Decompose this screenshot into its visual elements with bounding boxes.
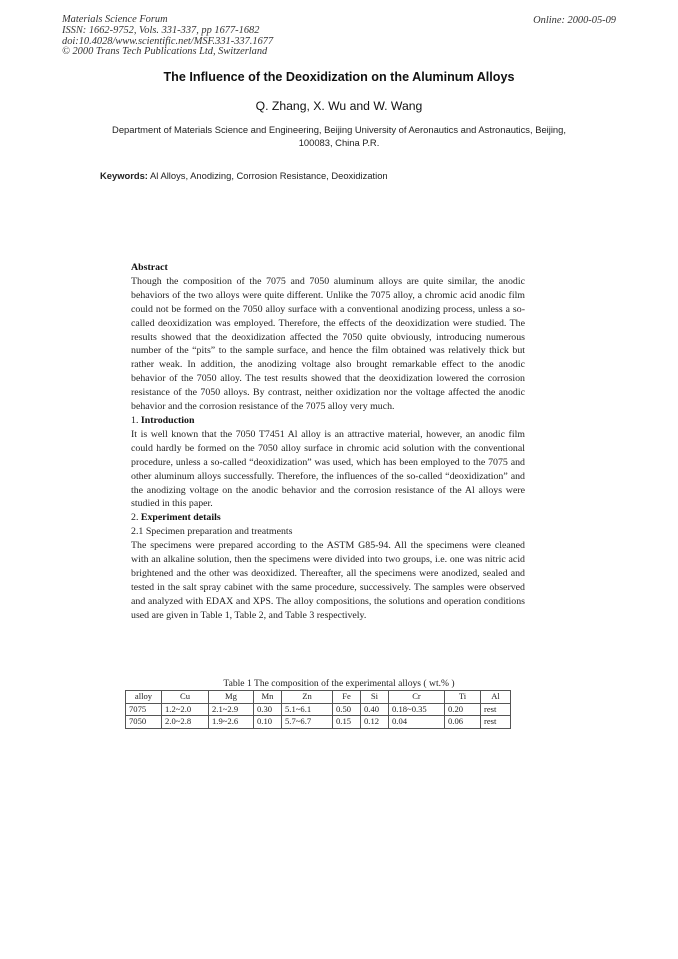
paper-body [131, 261, 525, 623]
section-number: 1. [131, 414, 141, 426]
table-cell: 2.1~2.9 [209, 703, 254, 716]
column-header: Cu [162, 691, 209, 704]
experiment-text: The specimens were prepared according to the ASTM G85-94. All the specimens were cleaned with an alkaline solution, then the specimens were divided into two groups, i.e. one was nitric acid brightened and the other was deoxidized. Thereafter, all the specimens were anodized, sealed and tested in the salt spray cabinet with the same procedure, successively. The samples were observed and analyzed with EDAX and XPS. The alloy compositions, the solutions and operation conditions used are given in Table 1, Table 2, and Table 3 respectively. [131, 540, 525, 621]
table-row [126, 716, 511, 729]
table-cell: 0.20 [445, 703, 481, 716]
issn-line: ISSN: 1662-9752, Vols. 331-337, pp 1677-1682 [62, 24, 260, 36]
table-caption: Table 1 The composition of the experimental alloys ( wt.% ) [223, 678, 455, 689]
column-header: Si [361, 691, 389, 704]
online-date: Online: 2000-05-09 [533, 15, 616, 26]
table-cell: 0.06 [445, 716, 481, 729]
section-title: Introduction [140, 414, 195, 426]
section-heading-experiment [131, 511, 525, 525]
abstract-text: Though the composition of the 7075 and 7050 aluminum alloys are quite similar, the anodic behaviors of the two alloys were quite different. Unlike the 7075 alloy, a chromic acid anodic film could not be formed on the 7050 alloy surface with a conventional anodizing process, unless a so-called deoxidization was employed. Therefore, the effects of the deoxidization were studied. The results showed that the deoxidization affected the 7050 quite obviously, introducing numerous number of the “pits” to the sample surface, and hence the film obtained was relatively thick but rather weak. In addition, the anodizing voltage also brought remarkable effect to the anodic behavior of the 7050 alloy. The test results showed that the deoxidization lowered the corrosion resistance of the 7050 alloys. By contrast, neither oxidization nor the voltage affected the anodic behavior and the corrosion resistance of the 7075 alloy very much. [131, 275, 525, 413]
table-cell: 0.12 [361, 716, 389, 729]
journal-header [62, 15, 273, 58]
table-cell: 7075 [126, 703, 162, 716]
keywords-text: Al Alloys, Anodizing, Corrosion Resistance, Deoxidization [147, 170, 388, 181]
column-header: alloy [126, 691, 162, 704]
affiliation: Department of Materials Science and Engineering, Beijing University of Aeronautics and Astronautics, Beijing, 100083, China P.R. [112, 124, 566, 148]
table-cell: 0.10 [254, 716, 282, 729]
journal-name: Materials Science Forum [62, 14, 168, 25]
doi-line: doi:10.4028/www.scientific.net/MSF.331-337.1677 [62, 35, 274, 47]
table-cell: 0.30 [254, 703, 282, 716]
table-cell: 5.7~6.7 [282, 716, 333, 729]
column-header: Cr [389, 691, 445, 704]
section-number: 2. [131, 512, 141, 524]
table-cell: 0.50 [333, 703, 361, 716]
column-header: Mg [209, 691, 254, 704]
author-list: Q. Zhang, X. Wu and W. Wang [255, 99, 423, 113]
table-cell: 0.15 [333, 716, 361, 729]
introduction-text: It is well known that the 7050 T7451 Al alloy is an attractive material, however, an anodic film could hardly be formed on the 7050 alloy surface in chromic acid solution with the conventional procedure, unless a so-called “deoxidization” was used, which has been employed to the 7075 and other aluminum alloys successfully. Therefore, the influences of the so-called “deoxidization” and the anodizing voltage on the anodic behavior and the corrosion resistance of the Al alloys were studied in this paper. [131, 428, 525, 510]
table-cell: 0.18~0.35 [389, 703, 445, 716]
table-cell: 1.2~2.0 [162, 703, 209, 716]
copyright-line: © 2000 Trans Tech Publications Ltd, Switzerland [62, 46, 268, 58]
composition-table [125, 690, 511, 729]
column-header: Mn [254, 691, 282, 704]
table-row [126, 703, 511, 716]
column-header: Al [481, 691, 511, 704]
table-cell: rest [481, 703, 511, 716]
section-title: Experiment details [140, 512, 221, 524]
abstract-heading: Abstract [131, 262, 168, 273]
keywords-label: Keywords: [100, 170, 148, 181]
table-cell: 7050 [126, 716, 162, 729]
table-cell: 5.1~6.1 [282, 703, 333, 716]
table-cell: 0.40 [361, 703, 389, 716]
column-header: Fe [333, 691, 361, 704]
subsection-heading: 2.1 Specimen preparation and treatments [131, 526, 293, 538]
table-cell: 1.9~2.6 [209, 716, 254, 729]
column-header: Ti [445, 691, 481, 704]
table-cell: 2.0~2.8 [162, 716, 209, 729]
table-header-row [126, 691, 511, 704]
paper-title: The Influence of the Deoxidization on the Aluminum Alloys [163, 70, 515, 84]
table-cell: rest [481, 716, 511, 729]
table-cell: 0.04 [389, 716, 445, 729]
keywords [100, 170, 388, 181]
column-header: Zn [282, 691, 333, 704]
section-heading-introduction [131, 414, 525, 428]
